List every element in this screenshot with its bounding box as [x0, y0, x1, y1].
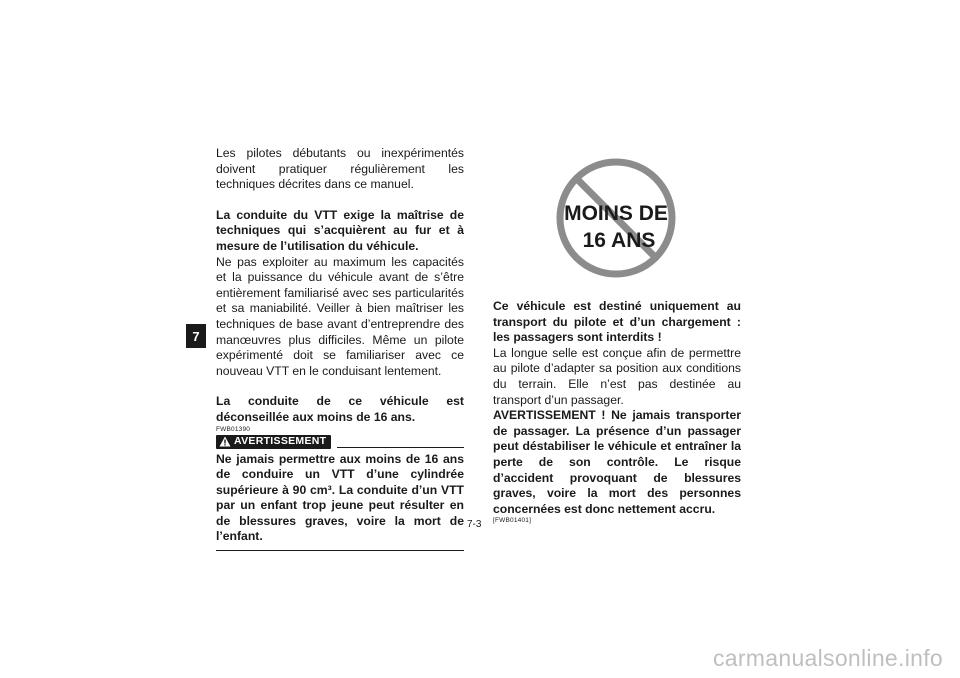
page-number: 7-3: [467, 519, 482, 530]
heading-age-limit: La conduite de ce véhicule est déconseillée aux moins de 16 ans.: [216, 394, 464, 424]
prohibition-sign-icon: [555, 152, 677, 284]
warning-divider: [337, 447, 464, 448]
watermark: carmanualsonline.info: [712, 645, 943, 671]
warning-badge: [216, 435, 331, 449]
intro-paragraph: Les pilotes débutants ou inexpérimentés doivent pratiquer régulièrement les techniques décrites dans ce manuel.: [216, 146, 464, 192]
heading-no-passengers: Ce véhicule est destiné uniquement au transport du pilote et d’un chargement : les passagers sont interdits !: [493, 299, 741, 345]
heading-vtt-skills: La conduite du VTT exige la maîtrise de techniques qui s’acquièrent au fur et à mesure de l’utilisation du véhicule.: [216, 207, 464, 253]
sign-line-2: 16 ANS: [582, 229, 656, 252]
passenger-warning-code: [FWB01401]: [493, 517, 532, 525]
right-column: [493, 299, 741, 525]
sign-line-1: MOINS DE: [564, 202, 668, 225]
warning-bottom-rule: [216, 550, 464, 551]
passenger-warning: AVERTISSEMENT ! Ne jamais transporter de passager. La présence d’un passager peut déstabiliser le véhicule et entraîner la perte de son contrôle. Le risque d’accident provoquant de blessures graves, voire la mort des personnes concernées est donc nettement accru.: [493, 408, 741, 516]
warning-header: [216, 435, 464, 449]
warning-label: AVERTISSEMENT: [234, 434, 327, 447]
chapter-tab: 7: [186, 324, 206, 348]
warning-code: FWB01390: [216, 425, 251, 433]
left-column: [216, 146, 464, 551]
warning-text: Ne jamais permettre aux moins de 16 ans de conduire un VTT d’une cylindrée supérieure à 90 cm³. La conduite d’un VTT par un enfant trop jeune peut résulter en de blessures graves, voire la mort de l’enfant.: [216, 451, 464, 544]
warning-triangle-icon: [219, 436, 231, 447]
skills-paragraph: Ne pas exploiter au maximum les capacités et la puissance du véhicule avant de s’être entièrement familiarisé avec ses particularités et sa maniabilité. Veiller à bien maîtriser les techniques de base avant d’entreprendre des manœuvres plus difficiles. Même un pilote expérimenté doit se familiariser avec ce nouveau VTT en le conduisant lentement.: [216, 254, 464, 378]
seat-paragraph: La longue selle est conçue afin de permettre au pilote d’adapter sa position aux conditions du terrain. Elle n’est pas destinée au transport d’un passager.: [493, 345, 741, 407]
